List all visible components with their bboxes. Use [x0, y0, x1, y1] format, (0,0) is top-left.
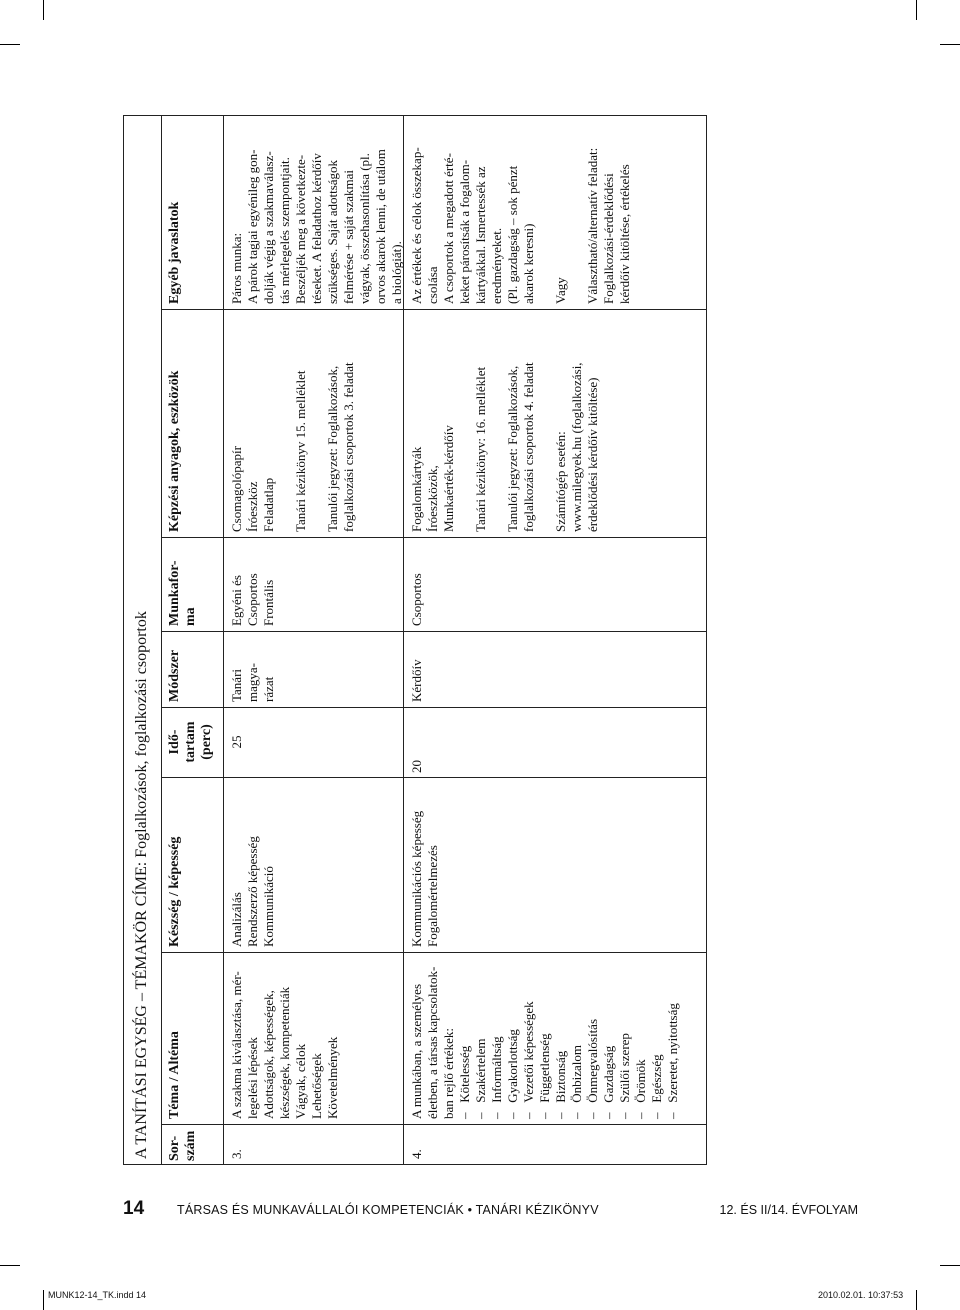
page-number: 14: [123, 1198, 145, 1219]
row3-tema: [229, 955, 341, 1119]
text-line: Fogalomértelmezés: [425, 845, 440, 947]
list-item-text: Önmegvalósítás: [585, 1018, 600, 1103]
text-line: ban rejlő értékek:: [441, 1028, 456, 1119]
text-line: foglalkozási csoportok 3. feladat: [341, 362, 356, 532]
page-footer: [123, 1198, 858, 1224]
text-line: Rendszerző képesség: [245, 836, 260, 947]
slug-file: MUNK12-14_TK.indd 14: [48, 1290, 147, 1300]
list-item-text: Informáltság: [489, 1036, 504, 1103]
list-item: – Gyakorlottság: [505, 1029, 520, 1119]
text-line: életben, a társas kapcsolatok-: [425, 966, 440, 1119]
text-line: Munkaérték-kérdőív: [441, 425, 456, 532]
list-item: – Vezetői képességek: [521, 1001, 536, 1119]
text-line: www.milegyek.hu (foglalkozási,: [569, 362, 584, 532]
list-item-text: Vezetői képességek: [521, 1001, 536, 1103]
row3-egyeb: [229, 116, 405, 304]
list-item-text: Biztonság: [553, 1050, 568, 1103]
row3-keszseg: [229, 782, 277, 947]
crop-mark: [916, 1290, 917, 1310]
text-line: Fogalomkártyák: [409, 446, 424, 532]
text-line: rázat: [261, 676, 276, 702]
text-line: készségek, kompetenciák: [277, 986, 292, 1119]
list-item: – Informáltság: [489, 1036, 504, 1119]
text-line: Páros munka:: [229, 232, 244, 304]
header-sor-label: Sor-szám: [167, 1130, 198, 1161]
text-line: Tanári kézikönyv 15. melléklet: [293, 370, 308, 532]
text-line: A szakma kiválasztása, mér-: [229, 971, 244, 1119]
list-item-text: Örömök: [633, 1059, 648, 1103]
text-line: szükséges. Saját adottságok: [325, 159, 340, 304]
list-item: – Örömök: [633, 1059, 648, 1119]
list-item: – Egészség: [649, 1054, 664, 1119]
row4-keszseg: [409, 782, 441, 947]
text-line: Lehetőségek: [309, 1053, 324, 1119]
list-item-text: Szakértelem: [473, 1038, 488, 1103]
crop-mark: [43, 0, 44, 20]
text-line: csolása: [425, 266, 440, 304]
row3-anyagok: [229, 312, 357, 532]
text-line: akarok keresni): [521, 223, 536, 304]
list-item-text: Gyakorlottság: [505, 1029, 520, 1103]
rotated-page-content: [123, 115, 707, 1165]
text-line: Követelmények: [325, 1036, 340, 1119]
book-title: TÁRSAS ÉS MUNKAVÁLLALÓI KOMPETENCIÁK • TANÁRI KÉZIKÖNYV: [177, 1203, 599, 1217]
text-line: A munkában, a személyes: [409, 983, 424, 1119]
row3-sor: 3.: [229, 1149, 244, 1159]
header-munkaforma: Munkafor-ma: [167, 560, 198, 626]
text-line: a biológiát).: [389, 241, 404, 304]
text-line: A csoportok a megadott érté-: [441, 153, 456, 304]
row4-tema: [409, 955, 681, 1119]
text-line: legelési lépések: [245, 1037, 260, 1119]
text-line: kártyákkal. Ismertessék az: [473, 166, 488, 304]
row4-egyeb: [409, 116, 633, 304]
text-line: Tanulói jegyzet: Foglalkozások,: [505, 365, 520, 532]
text-line: téseket. A feladathoz kérdőív: [309, 153, 324, 304]
list-item: – Gazdagság: [601, 1045, 616, 1119]
text-line: (Pl. gazdagság – sok pénzt: [505, 165, 520, 304]
text-line: A párok tagjai egyénileg gon-: [245, 149, 260, 304]
text-line: foglalkozási csoportok 4. feladat: [521, 362, 536, 532]
row4-sor: 4.: [409, 1149, 424, 1159]
text-line: Számítógép esetén:: [553, 431, 568, 532]
header-egyeb: Egyéb javaslatok: [167, 201, 182, 304]
text-line: Csomagolópapír: [229, 446, 244, 532]
list-item-text: Szeretet, nyitottság: [665, 1003, 680, 1103]
header-sor: [167, 1127, 199, 1161]
header-anyagok: Képzési anyagok, eszközök: [167, 370, 182, 532]
list-item: – Önbizalom: [569, 1044, 584, 1119]
list-item: – Biztonság: [553, 1050, 568, 1119]
list-item: – Önmegvalósítás: [585, 1018, 600, 1119]
list-item-text: Gazdagság: [601, 1045, 616, 1103]
text-line: Kommunikáció: [261, 866, 276, 947]
row3-ido: 25: [229, 735, 244, 749]
list-item: – Szeretet, nyitottság: [665, 1003, 680, 1119]
table-title: A TANÍTÁSI EGYSÉG – TÉMAKÖR CÍME: Foglalkozások, foglalkozási csoportok: [133, 611, 150, 1159]
text-line: Választható/alternatív feladat:: [585, 147, 600, 304]
list-item-text: Függetlenség: [537, 1033, 552, 1103]
slug-timestamp: 2010.02.01. 10:37:53: [818, 1290, 904, 1300]
header-modszer: Módszer: [167, 649, 182, 702]
header-tema: Téma / Altéma: [167, 1031, 182, 1119]
list-item: – Szülői szerep: [617, 1033, 632, 1119]
list-item-text: Egészség: [649, 1054, 664, 1103]
list-item-text: Önbizalom: [569, 1044, 584, 1103]
text-line: eredményeket.: [489, 227, 504, 304]
row4-anyagok: [409, 312, 601, 532]
crop-mark: [43, 1290, 44, 1310]
text-line: vágyak, összehasonlítása (pl.: [357, 153, 372, 304]
text-line: felmérése + saját szakmai: [341, 169, 356, 304]
crop-mark: [940, 1265, 960, 1266]
header-ido: Idő-tartam (perc): [167, 721, 214, 763]
text-line: dolják végig a szakmaválasz-: [261, 151, 276, 304]
crop-mark: [0, 44, 20, 45]
text-line: Vágyak, célok: [293, 1043, 308, 1119]
text-line: Egyéni és: [229, 575, 244, 626]
text-line: tás mérlegelés szempontjait.: [277, 157, 292, 304]
text-line: Tanári kézikönyv: 16. melléklet: [473, 366, 488, 532]
list-item-text: Szülői szerep: [617, 1033, 632, 1103]
row4-munkaforma: Csoportos: [409, 573, 424, 626]
text-line: Íróeszköz: [245, 481, 260, 532]
text-line: Analizálás: [229, 892, 244, 947]
text-line: Foglalkozási-érdeklődési: [601, 173, 616, 304]
text-line: Kommunikációs képesség: [409, 810, 424, 947]
row4-ido: 20: [409, 760, 424, 773]
text-line: keket párosítsák a fogalom-: [457, 159, 472, 304]
text-line: Beszéljék meg a következte-: [293, 154, 308, 304]
text-line: Frontális: [261, 579, 276, 626]
row3-munkaforma: [229, 540, 277, 626]
text-line: kérdőív kitöltése, értékelés: [617, 164, 632, 304]
row3-modszer: [229, 634, 277, 702]
list-item: – Kötelesség: [457, 1045, 472, 1119]
list-item: – Függetlenség: [537, 1033, 552, 1119]
list-item: – Szakértelem: [473, 1038, 488, 1119]
text-line: orvos akarok lenni, de utálom: [373, 149, 388, 304]
text-line: Csoportos: [245, 573, 260, 626]
list-item-text: Kötelesség: [457, 1045, 472, 1103]
text-line: érdeklődési kérdőív kitöltése): [585, 377, 600, 532]
text-line: Vagy: [553, 277, 568, 304]
header-keszseg: Készség / képesség: [167, 836, 182, 947]
row4-modszer: Kérdőív: [409, 659, 424, 702]
text-line: Feladatlap: [261, 477, 276, 532]
crop-mark: [0, 1265, 20, 1266]
grade-label: 12. ÉS II/14. ÉVFOLYAM: [719, 1203, 858, 1217]
text-line: Íróeszközök,: [425, 465, 440, 532]
text-line: Adottságok, képességek,: [261, 990, 276, 1119]
lesson-table: [123, 115, 707, 1165]
crop-mark: [916, 0, 917, 20]
text-line: Tanári magya-: [229, 663, 260, 702]
values-list: [457, 955, 681, 1119]
text-line: Tanulói jegyzet: Foglalkozások,: [325, 365, 340, 532]
crop-mark: [940, 44, 960, 45]
text-line: Az értékek és célok összekap-: [409, 147, 424, 304]
